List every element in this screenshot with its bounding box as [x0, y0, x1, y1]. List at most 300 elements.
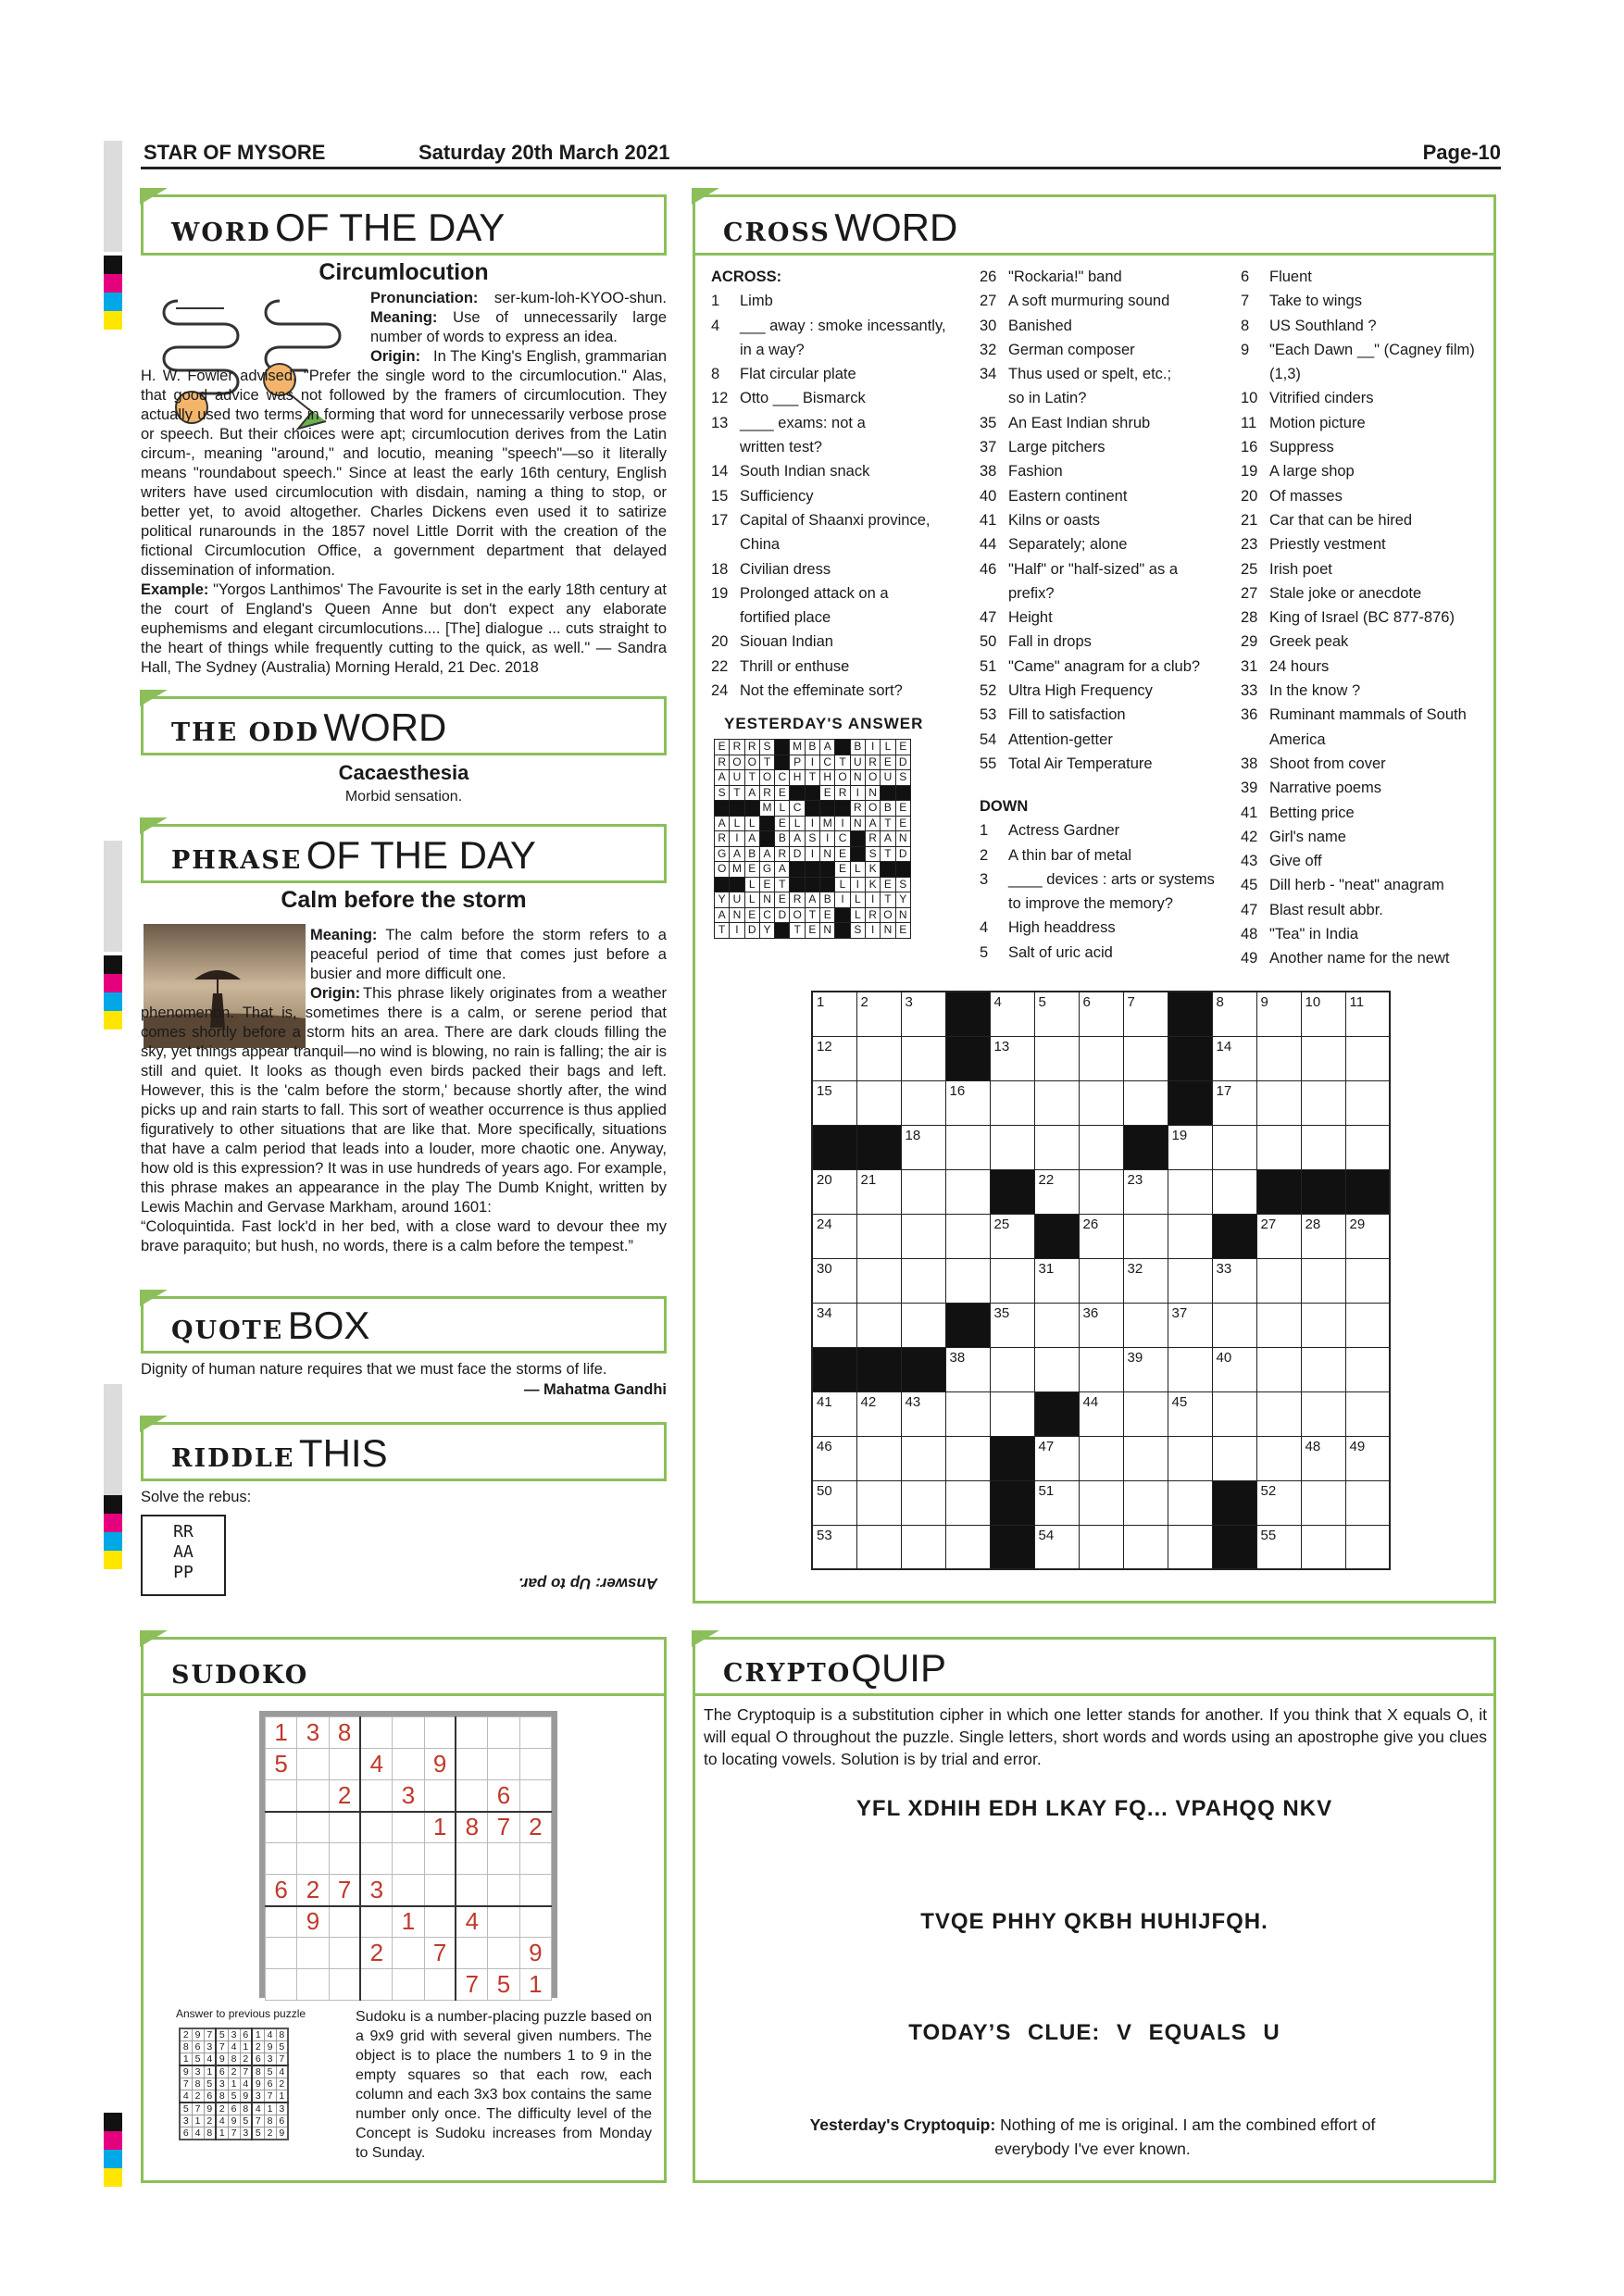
crossword-cell[interactable]: [1212, 1169, 1256, 1214]
crossword-cell[interactable]: [1168, 1258, 1212, 1303]
sudoku-cell[interactable]: [393, 1812, 424, 1843]
sudoku-cell[interactable]: [266, 1906, 297, 1938]
crossword-cell[interactable]: 42: [856, 1391, 901, 1436]
answer-cell: T: [881, 816, 895, 831]
sudoku-cell[interactable]: [266, 1812, 297, 1843]
crossword-cell[interactable]: 15: [812, 1080, 856, 1125]
crossword-cell[interactable]: [1123, 1036, 1168, 1080]
crossword-cell[interactable]: 46: [812, 1436, 856, 1480]
clue-text: Otto ___ Bismarck: [740, 390, 866, 407]
crossword-cell[interactable]: 10: [1301, 992, 1345, 1036]
sudoku-cell[interactable]: [424, 1843, 456, 1875]
crossword-cell[interactable]: 4: [990, 992, 1034, 1036]
sudoku-cell[interactable]: [424, 1969, 456, 2001]
sudoku-cell[interactable]: [393, 1717, 424, 1749]
section-flag: [140, 1290, 168, 1306]
crossword-cell[interactable]: 24: [812, 1214, 856, 1258]
answer-cell: O: [865, 801, 880, 817]
word-of-day-word: Circumlocution: [319, 259, 489, 285]
sudoku-cell[interactable]: 1: [519, 1969, 551, 2001]
sudoku-prev-cell: 3: [276, 2103, 288, 2115]
crossword-cell[interactable]: [1212, 1391, 1256, 1436]
crossword-cell[interactable]: [1123, 1436, 1168, 1480]
crossword-cell[interactable]: 1: [812, 992, 856, 1036]
crossword-cell[interactable]: [990, 1347, 1034, 1391]
crossword-cell[interactable]: [1301, 1303, 1345, 1347]
crossword-cell[interactable]: [1345, 1303, 1390, 1347]
sudoku-prev-cell: 5: [204, 2078, 216, 2090]
sudoku-cell[interactable]: [456, 1717, 487, 1749]
crossword-cell[interactable]: [1301, 1391, 1345, 1436]
crossword-cell[interactable]: [1256, 1436, 1301, 1480]
crossword-cell[interactable]: [1301, 1036, 1345, 1080]
sudoku-cell[interactable]: [519, 1906, 551, 1938]
sudoku-cell[interactable]: [393, 1875, 424, 1906]
sudoku-cell[interactable]: [456, 1938, 487, 1969]
sudoku-cell[interactable]: 9: [297, 1906, 329, 1938]
section-flag: [140, 1416, 168, 1432]
answer-black-square: [835, 740, 850, 755]
answer-cell: O: [744, 755, 759, 770]
crossword-cell[interactable]: 26: [1079, 1214, 1123, 1258]
crossword-cell[interactable]: 41: [812, 1391, 856, 1436]
crossword-cell[interactable]: 40: [1212, 1347, 1256, 1391]
crossword-cell[interactable]: [1123, 1303, 1168, 1347]
clue-item: [1241, 898, 1491, 922]
crossword-cell[interactable]: [1168, 1169, 1212, 1214]
answer-black-square: [730, 877, 744, 892]
clue-item: [1241, 776, 1491, 800]
page-number: Page-10: [1422, 141, 1501, 164]
crossword-cell[interactable]: [856, 1258, 901, 1303]
sudoku-cell[interactable]: 1: [424, 1812, 456, 1843]
clue-text: so in Latin?: [1008, 390, 1087, 407]
answer-cell: E: [759, 877, 774, 892]
crossword-cell[interactable]: [1256, 1080, 1301, 1125]
sudoku-cell[interactable]: [329, 1906, 360, 1938]
sudoku-cell[interactable]: 2: [519, 1812, 551, 1843]
crossword-cell[interactable]: 22: [1034, 1169, 1079, 1214]
crossword-cell[interactable]: [856, 1080, 901, 1125]
crossword-cell[interactable]: [901, 1480, 945, 1525]
crossword-cell[interactable]: [945, 1258, 990, 1303]
crossword-cell[interactable]: 8: [1212, 992, 1256, 1036]
sudoku-cell[interactable]: [360, 1780, 392, 1812]
sudoku-cell[interactable]: [488, 1875, 519, 1906]
crossword-cell[interactable]: [945, 1391, 990, 1436]
issue-date: Saturday 20th March 2021: [418, 141, 670, 164]
sudoku-cell[interactable]: [297, 1969, 329, 2001]
clue-item: [980, 265, 1228, 289]
sudoku-cell[interactable]: 3: [393, 1780, 424, 1812]
crossword-cell[interactable]: 53: [812, 1525, 856, 1569]
answer-cell: P: [790, 755, 805, 770]
sudoku-prev-cell: 8: [252, 2065, 264, 2078]
answer-cell: T: [730, 785, 744, 801]
crossword-cell[interactable]: 5: [1034, 992, 1079, 1036]
crossword-cell[interactable]: 9: [1256, 992, 1301, 1036]
crossword-cell[interactable]: 50: [812, 1480, 856, 1525]
sudoku-cell[interactable]: [360, 1969, 392, 2001]
crossword-cell[interactable]: [1079, 1036, 1123, 1080]
crossword-cell[interactable]: [1212, 1125, 1256, 1169]
clue-text: In the know ?: [1269, 682, 1361, 700]
crossword-cell[interactable]: [945, 1436, 990, 1480]
crossword-cell[interactable]: 28: [1301, 1214, 1345, 1258]
sudoku-cell[interactable]: [329, 1812, 360, 1843]
crossword-cell[interactable]: 51: [1034, 1480, 1079, 1525]
crossword-cell[interactable]: [856, 1480, 901, 1525]
crossword-cell[interactable]: [1345, 1525, 1390, 1569]
sudoku-prev-cell: 8: [240, 2103, 252, 2115]
answer-cell: L: [850, 862, 865, 878]
sudoku-cell[interactable]: [360, 1812, 392, 1843]
sudoku-cell[interactable]: [266, 1843, 297, 1875]
crossword-cell[interactable]: [1256, 1036, 1301, 1080]
crossword-cell[interactable]: 47: [1034, 1436, 1079, 1480]
sudoku-cell[interactable]: [266, 1938, 297, 1969]
sudoku-cell[interactable]: [456, 1749, 487, 1780]
crossword-cell[interactable]: 29: [1345, 1214, 1390, 1258]
sudoku-cell[interactable]: 7: [488, 1812, 519, 1843]
phrase-quote: “Coloquintida. Fast lock'd in her bed, with a close ward to devour thee my brave paraquito; but hush, no words, there is a calm before the tempest.”: [141, 1218, 667, 1254]
crossword-cell[interactable]: [945, 1480, 990, 1525]
sudoku-cell[interactable]: [360, 1843, 392, 1875]
answer-cell: N: [881, 923, 895, 939]
sudoku-cell[interactable]: [393, 1749, 424, 1780]
crossword-cell[interactable]: [1301, 1258, 1345, 1303]
crossword-cell[interactable]: [1034, 1125, 1079, 1169]
crossword-cell[interactable]: 20: [812, 1169, 856, 1214]
crossword-cell[interactable]: [856, 1436, 901, 1480]
answer-cell: E: [775, 816, 790, 831]
crossword-cell[interactable]: [1079, 1525, 1123, 1569]
clue-item: [980, 916, 1228, 940]
sudoku-cell[interactable]: [456, 1875, 487, 1906]
crossword-cell[interactable]: 7: [1123, 992, 1168, 1036]
registration-mark: [104, 1495, 122, 1569]
sudoku-cell[interactable]: [519, 1749, 551, 1780]
crossword-cell[interactable]: 43: [901, 1391, 945, 1436]
black-square: [901, 1347, 945, 1391]
crossword-cell[interactable]: [1123, 1080, 1168, 1125]
sudoku-cell[interactable]: 6: [266, 1875, 297, 1906]
clue-item: [711, 435, 961, 459]
clue-item: [1241, 655, 1491, 679]
crossword-cell[interactable]: [945, 1169, 990, 1214]
crossword-cell[interactable]: 27: [1256, 1214, 1301, 1258]
crossword-cell[interactable]: 12: [812, 1036, 856, 1080]
clue-item: [1241, 338, 1491, 362]
sudoku-prev-cell: 8: [264, 2115, 276, 2128]
crossword-cell[interactable]: [1345, 1480, 1390, 1525]
answer-cell: R: [759, 785, 774, 801]
crossword-cell[interactable]: [1301, 1347, 1345, 1391]
sudoku-cell[interactable]: 1: [266, 1717, 297, 1749]
crossword-cell[interactable]: 31: [1034, 1258, 1079, 1303]
crossword-cell[interactable]: [1301, 1080, 1345, 1125]
crossword-cell[interactable]: 36: [1079, 1303, 1123, 1347]
crossword-cell[interactable]: [1345, 1258, 1390, 1303]
crossword-cell[interactable]: [1034, 1080, 1079, 1125]
sudoku-cell[interactable]: [488, 1938, 519, 1969]
clue-item: [711, 508, 961, 532]
sudoku-cell[interactable]: [329, 1843, 360, 1875]
crossword-cell[interactable]: 14: [1212, 1036, 1256, 1080]
crossword-cell[interactable]: [1034, 1036, 1079, 1080]
answer-cell: N: [850, 770, 865, 786]
sudoku-cell[interactable]: 7: [424, 1938, 456, 1969]
crossword-cell[interactable]: [1301, 1480, 1345, 1525]
crossword-cell[interactable]: [901, 1080, 945, 1125]
sudoku-prev-cell: 7: [252, 2115, 264, 2128]
answer-black-square: [895, 862, 910, 878]
sudoku-cell[interactable]: [297, 1843, 329, 1875]
crossword-cell[interactable]: [945, 1525, 990, 1569]
crossword-cell[interactable]: 44: [1079, 1391, 1123, 1436]
clue-text: written test?: [740, 439, 822, 456]
crossword-cell[interactable]: [1079, 1436, 1123, 1480]
across-clues-column-1: [711, 265, 961, 703]
sudoku-cell[interactable]: 3: [360, 1875, 392, 1906]
sudoku-cell[interactable]: 2: [329, 1780, 360, 1812]
crossword-cell[interactable]: [901, 1258, 945, 1303]
crossword-cell[interactable]: [1212, 1303, 1256, 1347]
crossword-cell[interactable]: [945, 1125, 990, 1169]
registration-mark: [104, 2113, 122, 2187]
crossword-cell[interactable]: [990, 1125, 1034, 1169]
crossword-cell[interactable]: [1301, 1125, 1345, 1169]
sudoku-cell[interactable]: [393, 1938, 424, 1969]
clue-item: [711, 655, 961, 679]
crossword-cell[interactable]: [1256, 1347, 1301, 1391]
crossword-cell[interactable]: 13: [990, 1036, 1034, 1080]
sudoku-grid[interactable]: [265, 1716, 552, 2001]
sudoku-cell[interactable]: [424, 1780, 456, 1812]
sudoku-cell[interactable]: [360, 1717, 392, 1749]
sudoku-cell[interactable]: 7: [456, 1969, 487, 2001]
crossword-cell[interactable]: 34: [812, 1303, 856, 1347]
crossword-cell[interactable]: [1168, 1436, 1212, 1480]
sudoku-cell[interactable]: [297, 1749, 329, 1780]
sudoku-cell[interactable]: [488, 1843, 519, 1875]
answer-cell: I: [850, 877, 865, 892]
sudoku-cell[interactable]: [456, 1843, 487, 1875]
sudoku-cell[interactable]: [297, 1812, 329, 1843]
crossword-cell[interactable]: [1345, 1347, 1390, 1391]
crossword-cell[interactable]: [990, 1391, 1034, 1436]
crossword-cell[interactable]: 54: [1034, 1525, 1079, 1569]
sudoku-cell[interactable]: [329, 1969, 360, 2001]
sudoku-cell[interactable]: [393, 1843, 424, 1875]
sudoku-cell[interactable]: [456, 1780, 487, 1812]
crossword-cell[interactable]: [1168, 1525, 1212, 1569]
sudoku-cell[interactable]: [488, 1749, 519, 1780]
crossword-cell[interactable]: 55: [1256, 1525, 1301, 1569]
answer-cell: T: [881, 892, 895, 908]
crossword-cell[interactable]: 49: [1345, 1436, 1390, 1480]
sudoku-cell[interactable]: [424, 1717, 456, 1749]
crossword-cell[interactable]: [1034, 1347, 1079, 1391]
crossword-cell[interactable]: 32: [1123, 1258, 1168, 1303]
sudoku-prev-cell: 2: [252, 2041, 264, 2053]
crossword-cell[interactable]: [1345, 1080, 1390, 1125]
crossword-cell[interactable]: [1168, 1347, 1212, 1391]
sudoku-cell[interactable]: [297, 1780, 329, 1812]
sudoku-cell[interactable]: 5: [488, 1969, 519, 2001]
answer-cell: L: [744, 892, 759, 908]
crossword-cell[interactable]: 33: [1212, 1258, 1256, 1303]
sudoku-cell[interactable]: 2: [297, 1875, 329, 1906]
answer-cell: M: [790, 740, 805, 755]
crossword-cell[interactable]: 6: [1079, 992, 1123, 1036]
answer-cell: I: [865, 740, 880, 755]
crossword-cell[interactable]: [1079, 1080, 1123, 1125]
crossword-cell[interactable]: [1034, 1303, 1079, 1347]
crossword-cell[interactable]: [1168, 1480, 1212, 1525]
crossword-cell[interactable]: [1168, 1214, 1212, 1258]
crossword-cell[interactable]: 11: [1345, 992, 1390, 1036]
clue-number: 26: [980, 268, 997, 285]
sudoku-cell[interactable]: [519, 1843, 551, 1875]
crossword-cell[interactable]: [1123, 1525, 1168, 1569]
clue-item: [1241, 435, 1491, 459]
sudoku-cell[interactable]: 8: [329, 1717, 360, 1749]
sudoku-cell[interactable]: 4: [456, 1906, 487, 1938]
sudoku-cell[interactable]: 3: [297, 1717, 329, 1749]
sudoku-cell[interactable]: [266, 1780, 297, 1812]
crossword-cell[interactable]: 48: [1301, 1436, 1345, 1480]
sudoku-cell[interactable]: 9: [519, 1938, 551, 1969]
clue-number: 34: [980, 366, 997, 383]
sudoku-cell[interactable]: 8: [456, 1812, 487, 1843]
clue-item: [980, 892, 1228, 916]
answer-cell: C: [775, 770, 790, 786]
crossword-cell[interactable]: 45: [1168, 1391, 1212, 1436]
sudoku-cell[interactable]: [519, 1875, 551, 1906]
sudoku-cell[interactable]: [297, 1938, 329, 1969]
crossword-cell[interactable]: 38: [945, 1347, 990, 1391]
sudoku-cell[interactable]: [329, 1749, 360, 1780]
crossword-cell[interactable]: [1079, 1169, 1123, 1214]
sudoku-cell[interactable]: [519, 1717, 551, 1749]
crossword-cell[interactable]: [990, 1080, 1034, 1125]
sudoku-cell[interactable]: [488, 1906, 519, 1938]
clue-item: [980, 818, 1228, 842]
sudoku-prev-cell: 9: [276, 2128, 288, 2140]
crossword-cell[interactable]: 52: [1256, 1480, 1301, 1525]
crossword-cell[interactable]: [1301, 1525, 1345, 1569]
crossword-cell[interactable]: [856, 1214, 901, 1258]
crossword-cell[interactable]: [945, 1214, 990, 1258]
sudoku-cell[interactable]: [424, 1906, 456, 1938]
sudoku-prev-cell: 4: [276, 2065, 288, 2078]
crossword-cell[interactable]: [1079, 1258, 1123, 1303]
crossword-cell[interactable]: 39: [1123, 1347, 1168, 1391]
crossword-cell[interactable]: [1256, 1391, 1301, 1436]
crossword-cell[interactable]: [1345, 1125, 1390, 1169]
clue-number: 10: [1241, 390, 1258, 407]
sudoku-cell[interactable]: [329, 1938, 360, 1969]
clue-number: 8: [1241, 317, 1250, 334]
crossword-cell[interactable]: 18: [901, 1125, 945, 1169]
crossword-cell[interactable]: [1345, 1036, 1390, 1080]
crossword-cell[interactable]: [1123, 1214, 1168, 1258]
sudoku-cell[interactable]: 4: [360, 1749, 392, 1780]
crossword-cell[interactable]: 3: [901, 992, 945, 1036]
crossword-cell[interactable]: [1079, 1347, 1123, 1391]
sudoku-cell[interactable]: 6: [488, 1780, 519, 1812]
crossword-cell[interactable]: [1345, 1391, 1390, 1436]
crossword-cell[interactable]: [1212, 1436, 1256, 1480]
crossword-cell[interactable]: [901, 1436, 945, 1480]
crossword-cell[interactable]: 35: [990, 1303, 1034, 1347]
crossword-cell[interactable]: 37: [1168, 1303, 1212, 1347]
answer-black-square: [820, 877, 835, 892]
clue-item: [980, 867, 1228, 892]
sudoku-cell[interactable]: 5: [266, 1749, 297, 1780]
sudoku-prev-cell: 4: [228, 2041, 240, 2053]
crossword-cell[interactable]: [901, 1036, 945, 1080]
crossword-cell[interactable]: [1079, 1125, 1123, 1169]
sudoku-cell[interactable]: [519, 1780, 551, 1812]
crossword-cell[interactable]: 25: [990, 1214, 1034, 1258]
crossword-cell[interactable]: 16: [945, 1080, 990, 1125]
crossword-cell[interactable]: [856, 1525, 901, 1569]
crossword-cell[interactable]: [856, 1036, 901, 1080]
crossword-cell[interactable]: [901, 1214, 945, 1258]
crossword-cell[interactable]: [1079, 1480, 1123, 1525]
sudoku-cell[interactable]: [393, 1969, 424, 2001]
answer-cell: E: [820, 785, 835, 801]
sudoku-prev-cell: 6: [240, 2028, 252, 2041]
crossword-cell[interactable]: [1256, 1258, 1301, 1303]
crossword-cell[interactable]: [1123, 1391, 1168, 1436]
clue-number: 13: [711, 414, 729, 431]
crossword-grid[interactable]: [811, 991, 1391, 1570]
sudoku-cell[interactable]: 9: [424, 1749, 456, 1780]
crossword-cell[interactable]: [856, 1303, 901, 1347]
crossword-cell[interactable]: [1123, 1480, 1168, 1525]
sudoku-cell[interactable]: 7: [329, 1875, 360, 1906]
crossword-cell[interactable]: 19: [1168, 1125, 1212, 1169]
crossword-cell[interactable]: 30: [812, 1258, 856, 1303]
crossword-cell[interactable]: [1256, 1303, 1301, 1347]
answer-cell: Y: [759, 923, 774, 939]
crossword-cell[interactable]: 17: [1212, 1080, 1256, 1125]
crossword-cell[interactable]: 2: [856, 992, 901, 1036]
clue-item: [1241, 532, 1491, 556]
crossword-cell[interactable]: [901, 1303, 945, 1347]
crossword-cell[interactable]: [1256, 1125, 1301, 1169]
sudoku-cell[interactable]: [266, 1969, 297, 2001]
sudoku-cell[interactable]: [488, 1717, 519, 1749]
sudoku-cell[interactable]: 1: [393, 1906, 424, 1938]
crossword-cell[interactable]: [901, 1525, 945, 1569]
section-flag: [140, 817, 168, 834]
sudoku-prev-cell: 8: [228, 2053, 240, 2066]
crossword-cell[interactable]: 23: [1123, 1169, 1168, 1214]
clue-number: 1: [711, 293, 720, 310]
crossword-cell[interactable]: [990, 1258, 1034, 1303]
cryptoquip-yesterday: [778, 2113, 1407, 2161]
crossword-cell[interactable]: [901, 1169, 945, 1214]
sudoku-cell[interactable]: [424, 1875, 456, 1906]
clue-text: Greek peak: [1269, 633, 1349, 651]
sudoku-cell[interactable]: [360, 1906, 392, 1938]
sudoku-cell[interactable]: 2: [360, 1938, 392, 1969]
crossword-cell[interactable]: 21: [856, 1169, 901, 1214]
